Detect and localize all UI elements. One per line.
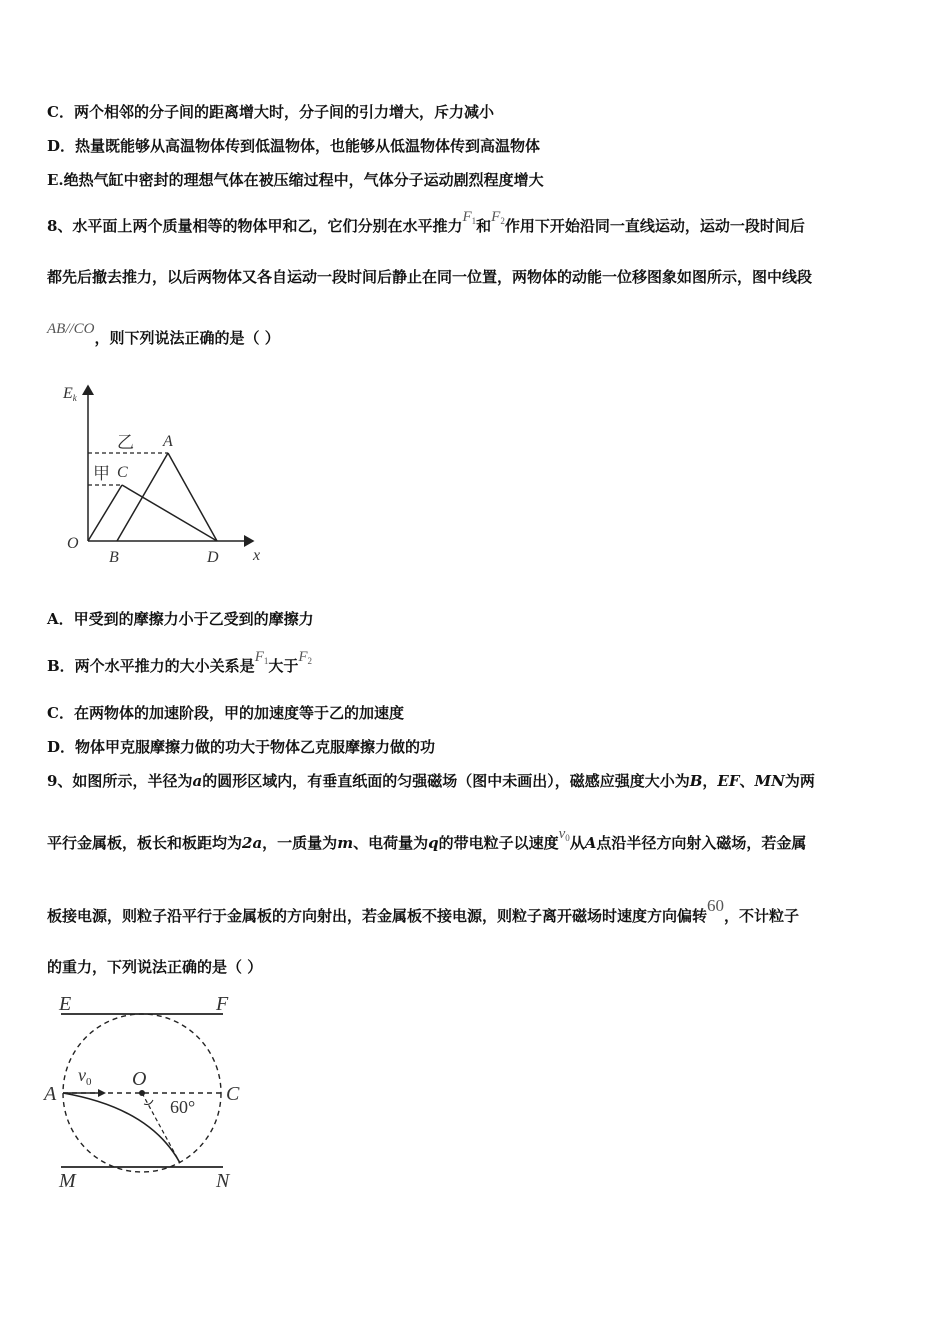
q8-line-3: AB//CO，则下列说法正确的是（ ） [47,321,280,347]
f1-symbol: $F_1$ [462,209,477,226]
f2-symbol-b: $F_2$ [298,649,313,666]
label-C-fig: C [226,1083,240,1105]
line-OC [88,485,122,541]
velocity-arrowhead [98,1089,106,1097]
line-CD [122,485,217,541]
label-O-fig: O [132,1068,147,1090]
f2-symbol: $F_2$ [491,209,505,226]
ab-parallel-co: AB//CO [47,321,95,337]
ek-x-graph [55,378,285,573]
q8-option-c: C．在两物体的加速阶段，甲的加速度等于乙的加速度 [47,704,404,722]
q9-line-3: 板接电源，则粒子沿平行于金属板的方向射出，若金属板不接电源，则粒子离开磁场时速度方向偏转60，不计粒子 [47,896,800,925]
q9-line-2: 平行金属板，板长和板距均为2a，一质量为m、电荷量为q的带电粒子以速度$v_0$从A点沿半径方向射入磁场，若金属 [47,826,807,852]
label-F: F [216,993,229,1015]
label-yi: 乙 [117,433,134,452]
label-E: E [59,993,72,1015]
line-AD [168,453,217,541]
label-angle: 60° [170,1097,196,1117]
angle-arc [144,1100,153,1105]
q9-line-4: 的重力，下列说法正确的是（ ） [47,958,263,976]
magnetic-field-figure [40,988,255,1193]
label-A-fig: A [44,1083,57,1105]
q7-option-d: D．热量既能够从高温物体传到低温物体，也能够从低温物体传到高温物体 [47,137,541,155]
label-M: M [59,1170,76,1192]
deg-60: 60 [707,896,725,915]
trajectory-arc [63,1093,180,1163]
q7-option-e: E.绝热气缸中密封的理想气体在被压缩过程中，气体分子运动剧烈程度增大 [47,171,544,189]
q7-option-c: C．两个相邻的分子间的距离增大时，分子间的引力增大，斥力减小 [47,103,494,121]
f1-symbol-b: $F_1$ [254,649,269,666]
label-C: C [117,464,128,481]
q8-line-2: 都先后撤去推力，以后两物体又各自运动一段时间后静止在同一位置，两物体的动能一位移图象如图所示，图中线段 [47,268,813,286]
q8-option-d: D．物体甲克服摩擦力做的功大于物体乙克服摩擦力做的功 [47,738,436,756]
label-D: D [207,549,219,566]
q8-option-a: A．甲受到的摩擦力小于乙受到的摩擦力 [47,610,314,628]
label-v0-fig: $v_0$ [78,1065,92,1088]
label-ek: Ek [63,385,77,403]
label-B: B [109,549,119,566]
label-x: x [253,547,261,564]
label-jia: 甲 [93,464,110,483]
q8-line-1: 8、水平面上两个质量相等的物体甲和乙，它们分别在水平推力$F_1$和$F_2$作用下开始沿同一直线运动，运动一段时间后 [47,209,805,235]
q8-option-b: B．两个水平推力的大小关系是$F_1$大于$F_2$ [47,649,313,675]
label-N: N [216,1170,230,1192]
label-A: A [163,433,173,450]
q9-line-1: 9、如图所示，半径为a的圆形区域内，有垂直纸面的匀强磁场（图中未画出），磁感应强度大小为B，EF、MN为两 [47,772,815,790]
label-origin: O [67,535,79,552]
v0-symbol: $v_0$ [558,826,570,843]
